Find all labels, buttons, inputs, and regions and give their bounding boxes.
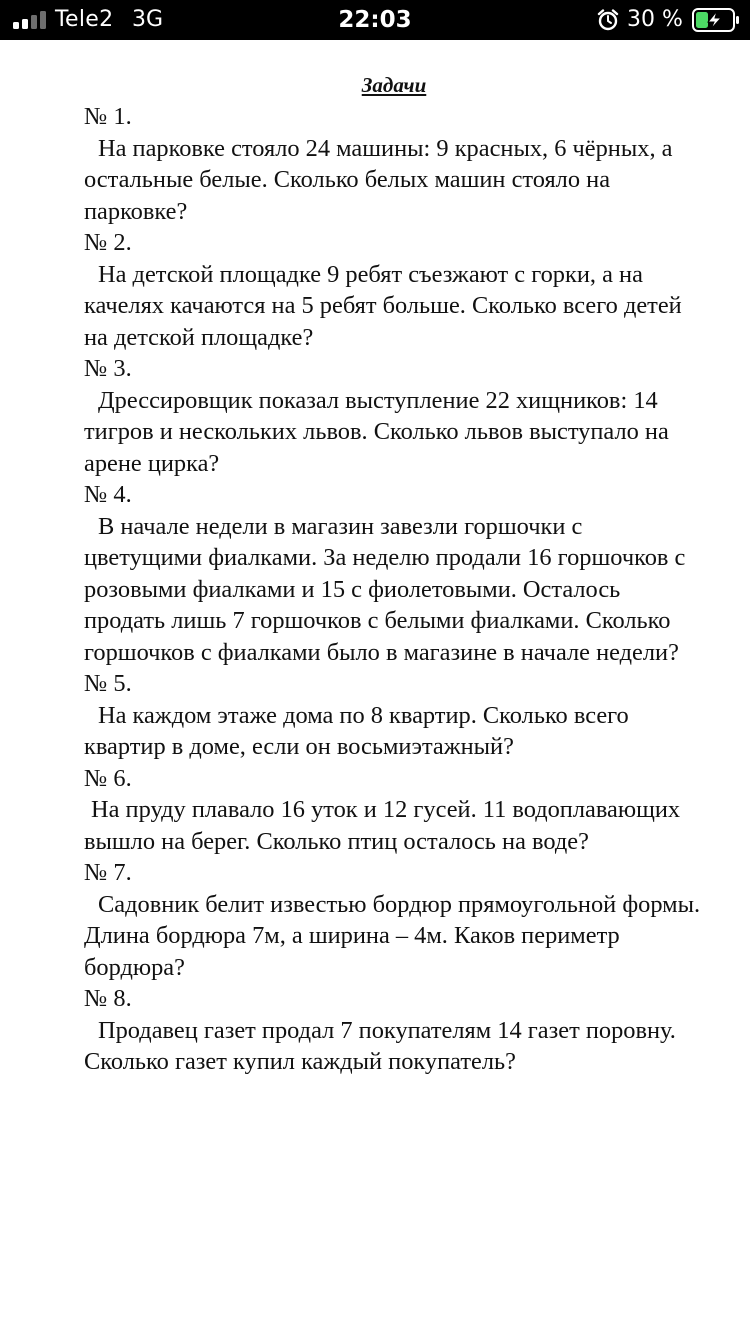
task-7: [84, 857, 704, 983]
task-text: На каждом этаже дома по 8 квартир. Сколько всего квартир в доме, если он восьмиэтажный?: [84, 701, 629, 760]
task-1: [84, 101, 704, 227]
task-text: Дрессировщик показал выступление 22 хищников: 14 тигров и нескольких львов. Сколько львов выступало на арене цирка?: [84, 386, 669, 477]
carrier-name: Tele2: [55, 7, 114, 32]
task-number: № 8.: [84, 985, 132, 1012]
task-number: № 4.: [84, 481, 132, 508]
network-type: 3G: [132, 7, 164, 32]
task-6: [84, 763, 704, 858]
task-number: № 6.: [84, 764, 132, 792]
alarm-icon: [597, 9, 619, 31]
status-bar: [0, 0, 750, 40]
clock: 22:03: [338, 7, 412, 33]
task-number: № 1.: [84, 103, 132, 130]
task-number: № 5.: [84, 670, 132, 697]
task-8: [84, 983, 704, 1078]
task-number: № 3.: [84, 355, 132, 382]
task-text: Садовник белит известью бордюр прямоугольной формы. Длина бордюра 7м, а ширина – 4м. Каков периметр бордюра?: [84, 890, 701, 981]
document-title: Задачи: [361, 73, 427, 97]
task-number: № 7.: [84, 859, 132, 886]
task-3: [84, 353, 704, 479]
battery-percentage: 30 %: [627, 7, 683, 32]
task-text: На детской площадке 9 ребят съезжают с горки, а на качелях качаются на 5 ребят больше. Сколько всего детей на детской площадке?: [84, 260, 682, 351]
task-2: [84, 227, 704, 353]
task-4: [84, 479, 704, 668]
task-text: На парковке стояло 24 машины: 9 красных, 6 чёрных, а остальные белые. Сколько белых машин стояло на парковке?: [84, 134, 673, 225]
task-text: На пруду плавало 16 уток и 12 гусей. 11 водоплавающих вышло на берег. Сколько птиц осталось на воде?: [84, 796, 681, 855]
document: [84, 68, 704, 1078]
task-number: № 2.: [84, 229, 132, 256]
battery-charging-icon: [692, 8, 740, 32]
task-5: [84, 668, 704, 763]
task-text: Продавец газет продал 7 покупателям 14 газет поровну. Сколько газет купил каждый покупатель?: [84, 1016, 676, 1075]
task-text: В начале недели в магазин завезли горшочки с цветущими фиалками. За неделю продали 16 горшочков с розовыми фиалками и 15 с фиолетовыми. Осталось продать лишь 7 горшочков с белыми фиалками. Сколько горшочков с фиалками было в магазине в начале недели?: [84, 512, 686, 666]
